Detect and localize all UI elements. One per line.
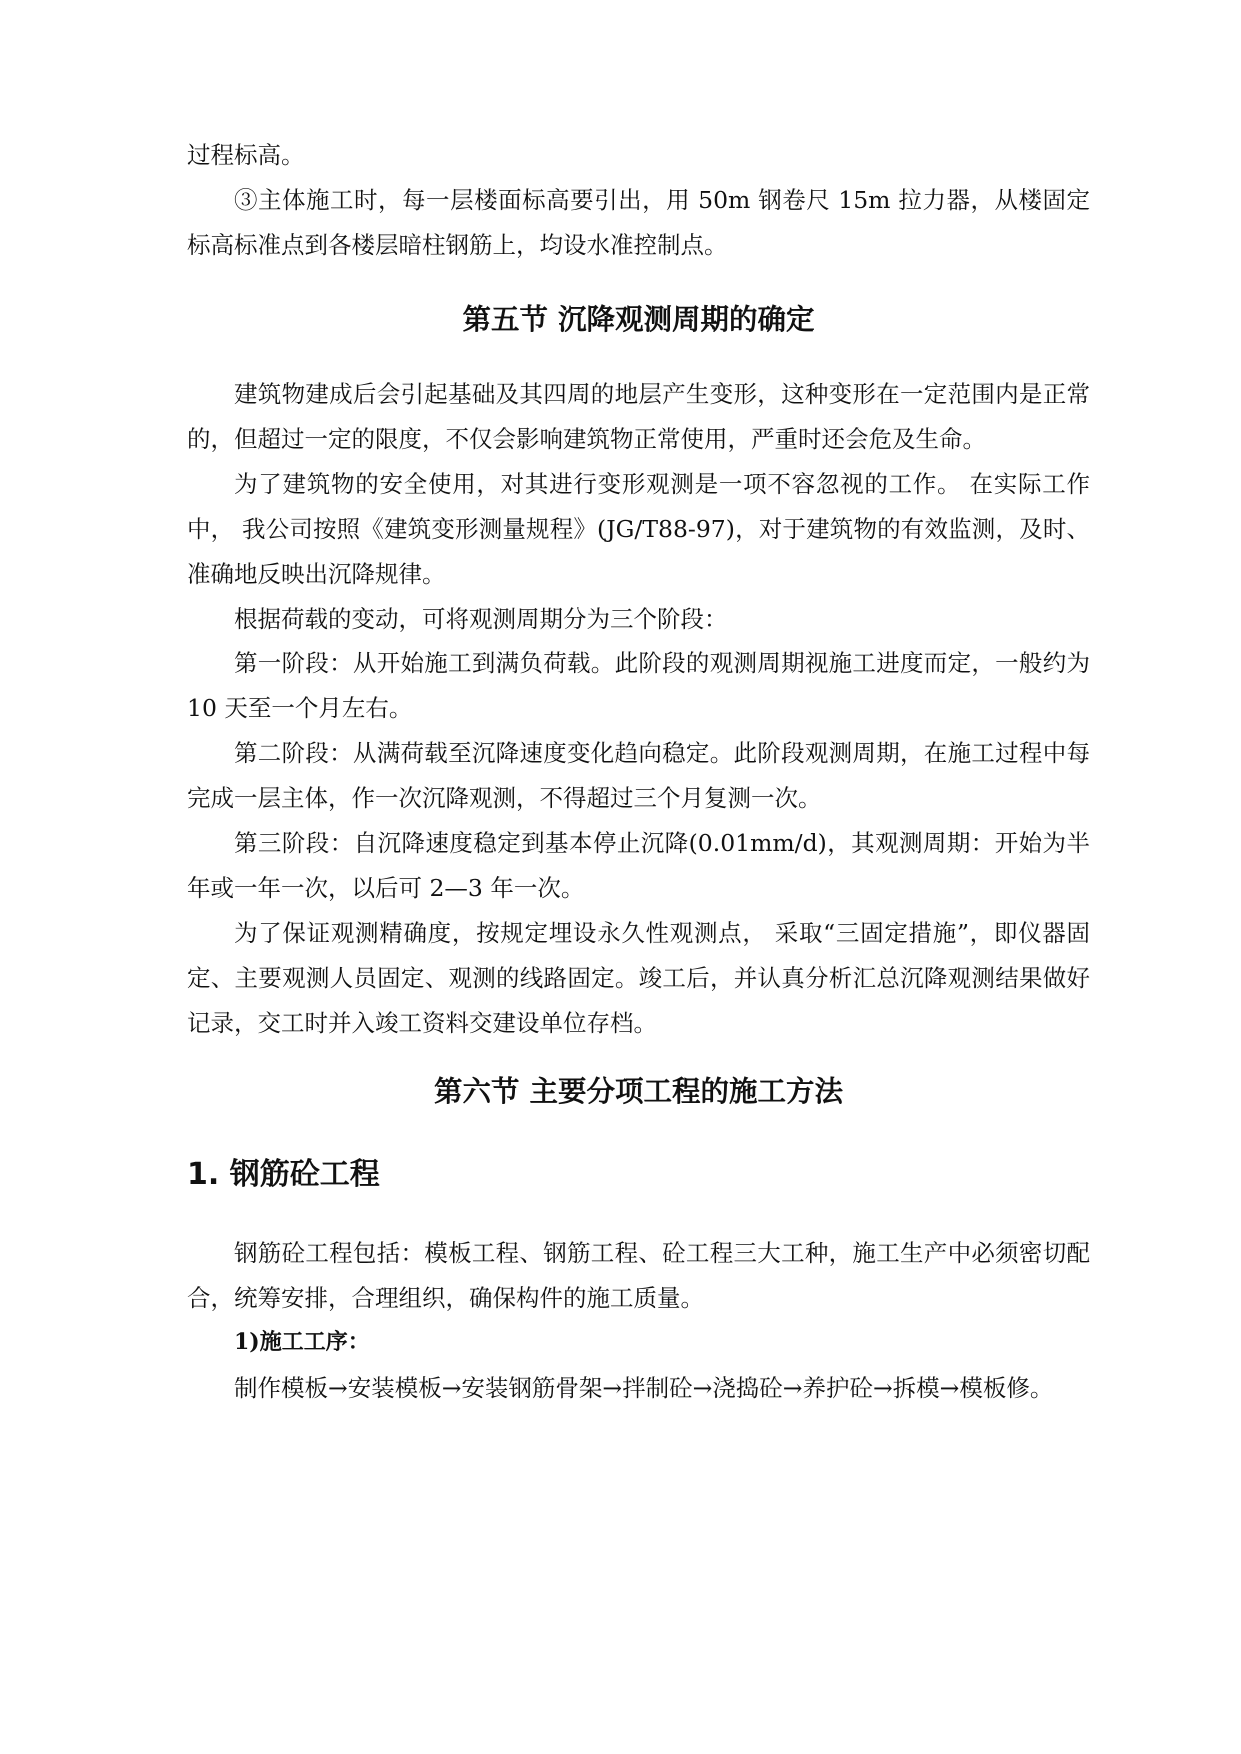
construction-sequence-heading: 1)施工工序： xyxy=(234,1329,370,1355)
paragraph-elevation-control: ③主体施工时，每一层楼面标高要引出，用 50m 钢卷尺 15m 拉力器，从楼固定标高标准点到各楼层暗柱钢筋上，均设水准控制点。 xyxy=(187,186,1090,259)
paragraph-accuracy: 为了保证观测精确度，按规定埋设永久性观测点， 采取“三固定措施”，即仪器固定、主要观测人员固定、观测的线路固定。竣工后，并认真分析汇总沉降观测结果做好记录，交工时并入竣工资料交建设单位存档。 xyxy=(187,919,1090,1037)
paragraph-rc-intro: 钢筋砼工程包括：模板工程、钢筋工程、砼工程三大工种，施工生产中必须密切配合，统筹安排，合理组织，确保构件的施工质量。 xyxy=(187,1239,1090,1312)
paragraph-stage-two: 第二阶段：从满荷载至沉降速度变化趋向稳定。此阶段观测周期，在施工过程中每完成一层主体，作一次沉降观测，不得超过三个月复测一次。 xyxy=(187,739,1090,812)
section-6-heading: 第六节 主要分项工程的施工方法 xyxy=(434,1075,843,1108)
paragraph-three-stages: 根据荷载的变动，可将观测周期分为三个阶段： xyxy=(234,605,728,633)
subsection-rc-heading: 1. 钢筋砼工程 xyxy=(187,1157,380,1192)
paragraph-monitoring-standard: 为了建筑物的安全使用，对其进行变形观测是一项不容忽视的工作。 在实际工作中， 我公司按照《建筑变形测量规程》(JG/T88-97)，对于建筑物的有效监测，及时、 准确地反映出沉降规律。 xyxy=(187,470,1090,588)
paragraph-elevation-end: 过程标高。 xyxy=(187,141,305,169)
paragraph-construction-sequence: 制作模板→安装模板→安装钢筋骨架→拌制砼→浇捣砼→养护砼→拆模→模板修。 xyxy=(234,1374,1054,1402)
paragraph-stage-one: 第一阶段：从开始施工到满负荷载。此阶段的观测周期视施工进度而定，一般约为 10 天至一个月左右。 xyxy=(187,649,1090,722)
section-5-heading: 第五节 沉降观测周期的确定 xyxy=(462,303,815,336)
paragraph-stage-three: 第三阶段：自沉降速度稳定到基本停止沉降(0.01mm/d)，其观测周期：开始为半年或一年一次，以后可 2—3 年一次。 xyxy=(187,829,1090,902)
paragraph-deformation-intro: 建筑物建成后会引起基础及其四周的地层产生变形，这种变形在一定范围内是正常的，但超过一定的限度，不仅会影响建筑物正常使用，严重时还会危及生命。 xyxy=(187,380,1090,453)
